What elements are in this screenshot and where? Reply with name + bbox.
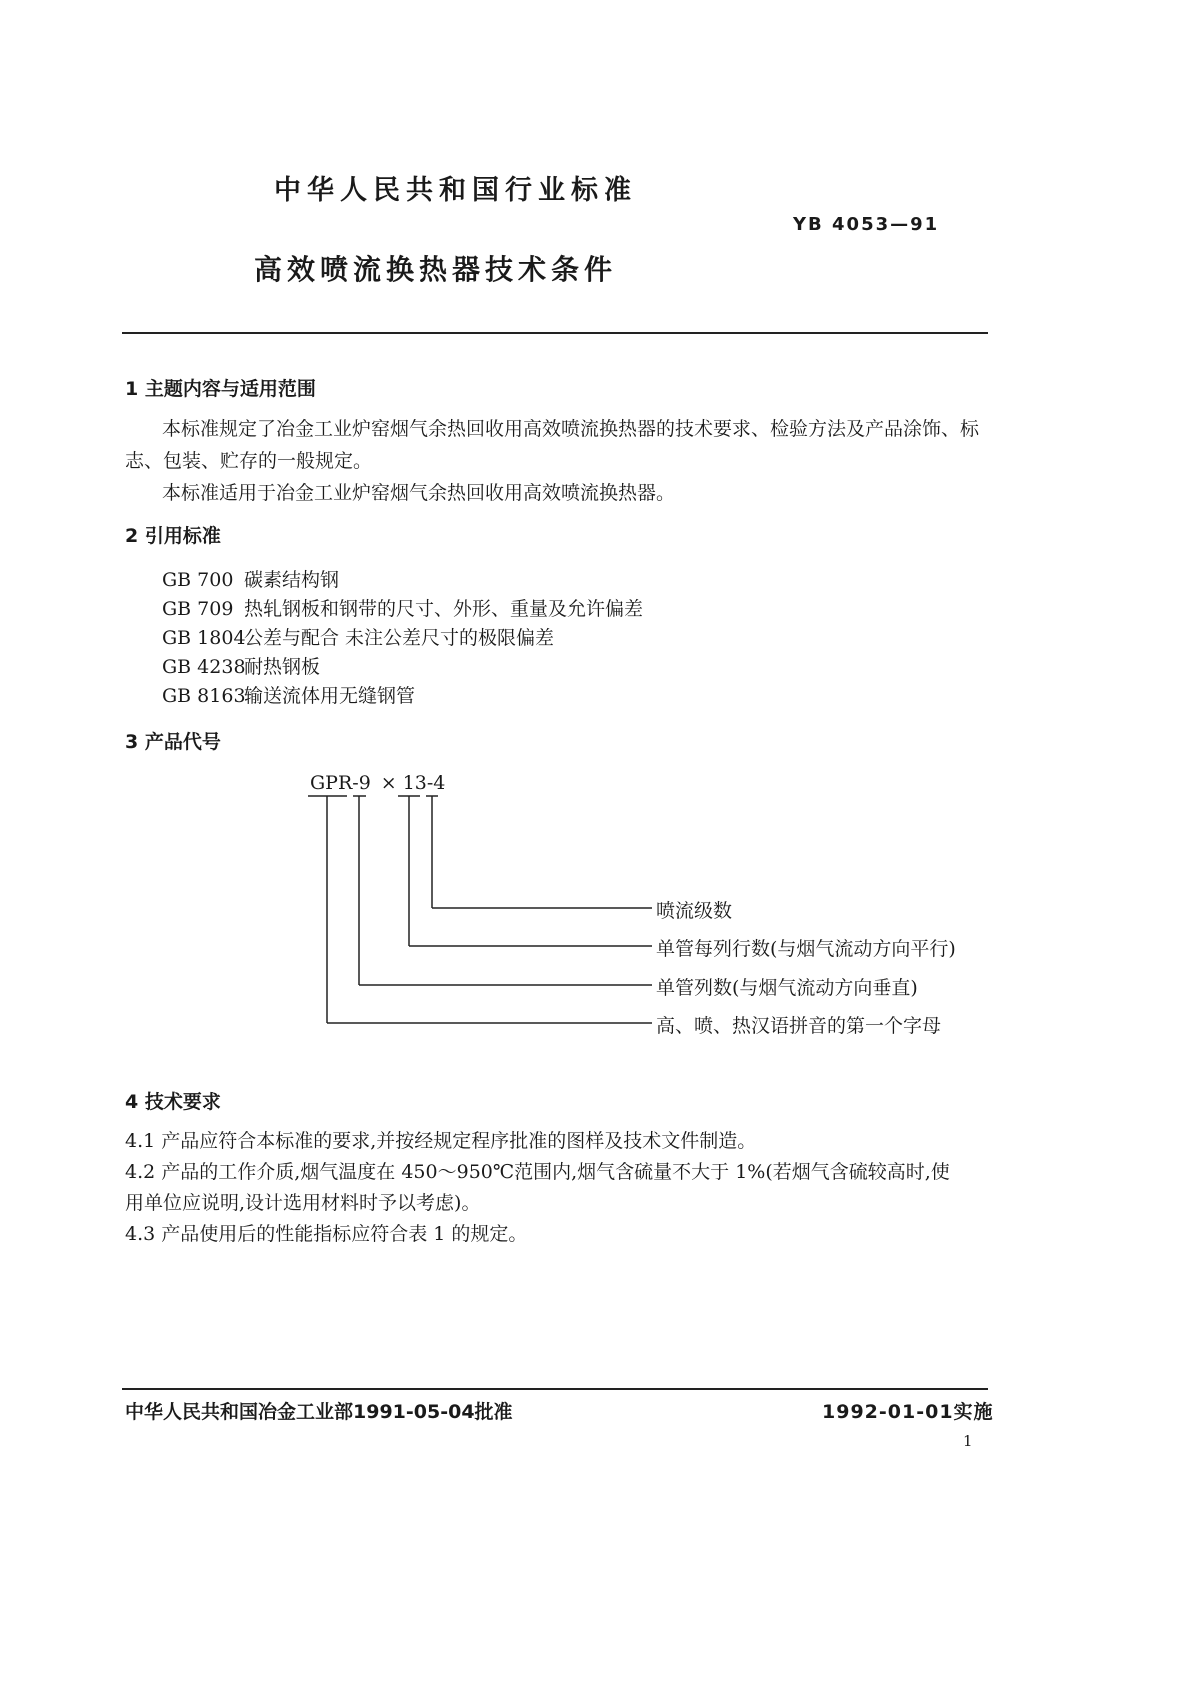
- diagram-label-columns: 单管列数(与烟气流动方向垂直): [656, 977, 918, 999]
- section-4-item-2-line-2: 用单位应说明,设计选用材料时予以考虑)。: [125, 1192, 481, 1214]
- diagram-label-initials: 高、喷、热汉语拼音的第一个字母: [656, 1015, 942, 1037]
- standard-number: YB 4053—91: [793, 214, 940, 235]
- section-1-title: 1 主题内容与适用范围: [125, 378, 316, 400]
- product-code-prefix: GPR-9: [310, 772, 371, 794]
- diagram-label-rows: 单管每列行数(与烟气流动方向平行): [656, 938, 956, 960]
- document-title: 高效喷流换热器技术条件: [254, 253, 618, 286]
- section-1-para-2: 本标准适用于冶金工业炉窑烟气余热回收用高效喷流换热器。: [162, 482, 676, 504]
- diagram-label-stage: 喷流级数: [656, 900, 733, 922]
- section-1-para-1-line-2: 志、包装、贮存的一般规定。: [125, 450, 373, 472]
- footer-divider: [122, 1388, 988, 1390]
- ref-code: GB 4238: [162, 656, 246, 678]
- ref-code: GB 700: [162, 569, 234, 591]
- ref-name: 热轧钢板和钢带的尺寸、外形、重量及允许偏差: [244, 598, 644, 620]
- ref-code: GB 8163: [162, 685, 246, 707]
- org-title: 中华人民共和国行业标准: [274, 175, 637, 206]
- ref-name: 公差与配合 未注公差尺寸的极限偏差: [244, 627, 555, 649]
- product-code-multiply: ×: [380, 772, 397, 794]
- approval-line: 中华人民共和国冶金工业部1991-05-04批准: [125, 1401, 513, 1423]
- page-number: 1: [963, 1432, 973, 1450]
- ref-code: GB 1804: [162, 627, 246, 649]
- ref-name: 输送流体用无缝钢管: [244, 685, 416, 707]
- ref-code: GB 709: [162, 598, 234, 620]
- product-code-suffix: 13-4: [402, 772, 446, 794]
- section-4-title: 4 技术要求: [125, 1091, 221, 1113]
- ref-name: 耐热钢板: [244, 656, 321, 678]
- section-4-item-2-line-1: 4.2 产品的工作介质,烟气温度在 450～950℃范围内,烟气含硫量不大于 1%(若烟气含硫较高时,使: [125, 1161, 950, 1183]
- section-4-item-1: 4.1 产品应符合本标准的要求,并按经规定程序批准的图样及技术文件制造。: [125, 1130, 757, 1152]
- section-4-item-3: 4.3 产品使用后的性能指标应符合表 1 的规定。: [125, 1223, 528, 1245]
- section-3-title: 3 产品代号: [125, 731, 221, 753]
- ref-name: 碳素结构钢: [244, 569, 340, 591]
- effective-date: 1992-01-01实施: [822, 1401, 994, 1423]
- section-2-title: 2 引用标准: [125, 525, 221, 547]
- section-1-para-1-line-1: 本标准规定了冶金工业炉窑烟气余热回收用高效喷流换热器的技术要求、检验方法及产品涂饰、标: [162, 418, 980, 440]
